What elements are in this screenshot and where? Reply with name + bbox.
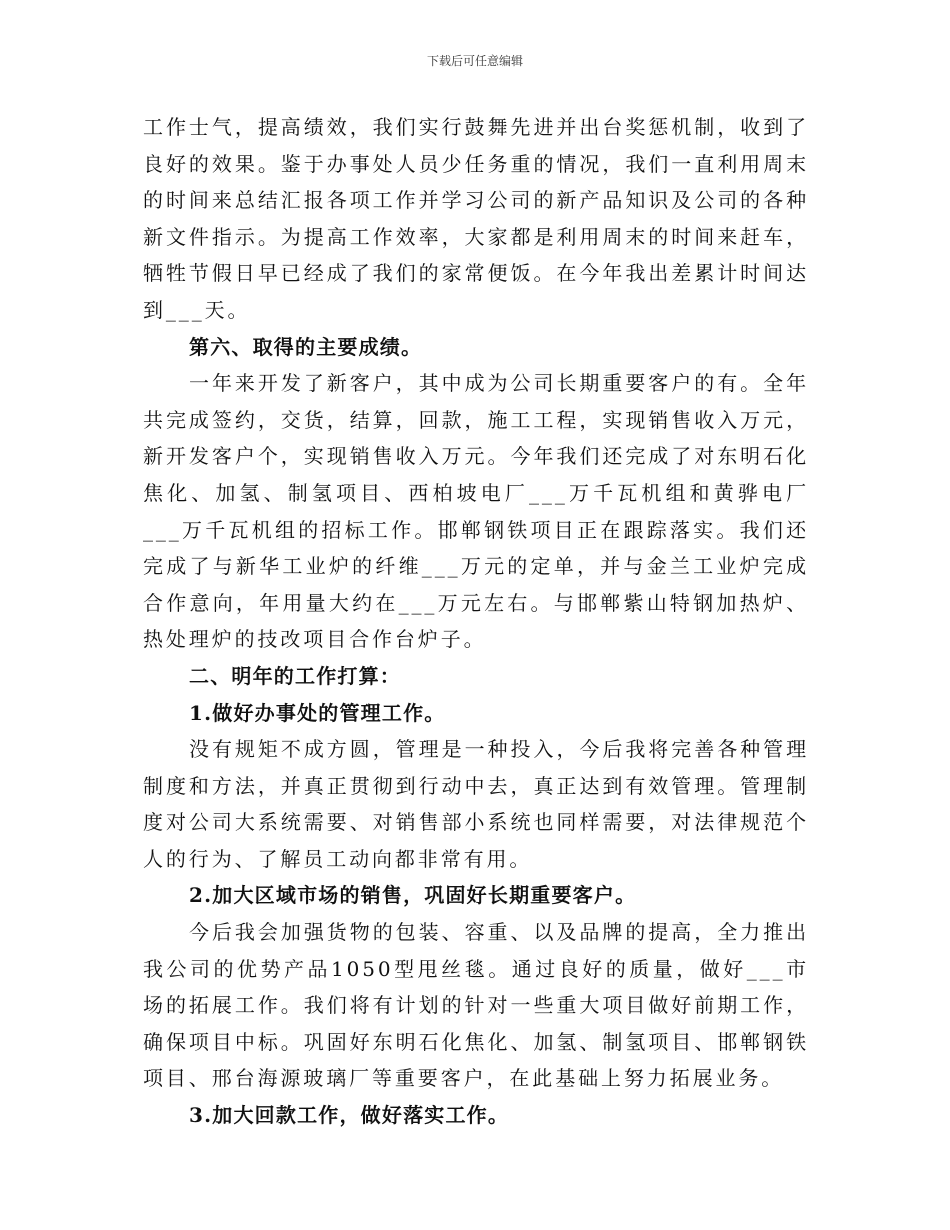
paragraph-regional-sales: 今后我会加强货物的包装、容重、以及品牌的提高，全力推出我公司的优势产品1050型甩丝毯。通过良好的质量，做好___市场的拓展工作。我们将有计划的针对一些重大项目做好前期工作，确保项目中标。巩固好东明石化焦化、加氢、制氢项目、邯郸钢铁项目、邢台海源玻璃厂等重要客户，在此基础上努力拓展业务。 [143,920,809,1091]
document-body [143,109,809,1134]
paragraph-work-morale: 工作士气，提高绩效，我们实行鼓舞先进并出台奖惩机制，收到了良好的效果。鉴于办事处人员少任务重的情况，我们一直利用周末的时间来总结汇报各项工作并学习公司的新产品知识及公司的各种新文件指示。为提高工作效率，大家都是利用周末的时间来赶车，牺牲节假日早已经成了我们的家常便饭。在今年我出差累计时间达到___天。 [143,115,809,322]
heading-main-achievements: 第六、取得的主要成绩。 [189,334,423,359]
paragraph-management: 没有规矩不成方圆，管理是一种投入，今后我将完善各种管理制度和方法，并真正贯彻到行动中去，真正达到有效管理。管理制度对公司大系统需要、对销售部小系统也同样需要，对法律规范个人的行为、了解员工动向都非常有用。 [143,737,809,871]
heading-plan-item-2: 2.加大区域市场的销售，巩固好长期重要客户。 [189,883,637,908]
heading-plan-item-1: 1.做好办事处的管理工作。 [189,700,446,725]
page-header-note: 下载后可任意编辑 [426,54,523,68]
paragraph-achievements: 一年来开发了新客户，其中成为公司长期重要客户的有。全年共完成签约，交货，结算，回款，施工工程，实现销售收入万元，新开发客户个，实现销售收入万元。今年我们还完成了对东明石化焦化、加氢、制氢项目、西柏坡电厂___万千瓦机组和黄骅电厂___万千瓦机组的招标工作。邯郸钢铁项目正在跟踪落实。我们还完成了与新华工业炉的纤维___万元的定单，并与金兰工业炉完成合作意向，年用量大约在___万元左右。与邯郸紫山特钢加热炉、热处理炉的技改项目合作台炉子。 [143,371,809,652]
heading-next-year-plan: 二、明年的工作打算： [189,663,401,688]
heading-plan-item-3: 3.加大回款工作，做好落实工作。 [189,1103,510,1128]
